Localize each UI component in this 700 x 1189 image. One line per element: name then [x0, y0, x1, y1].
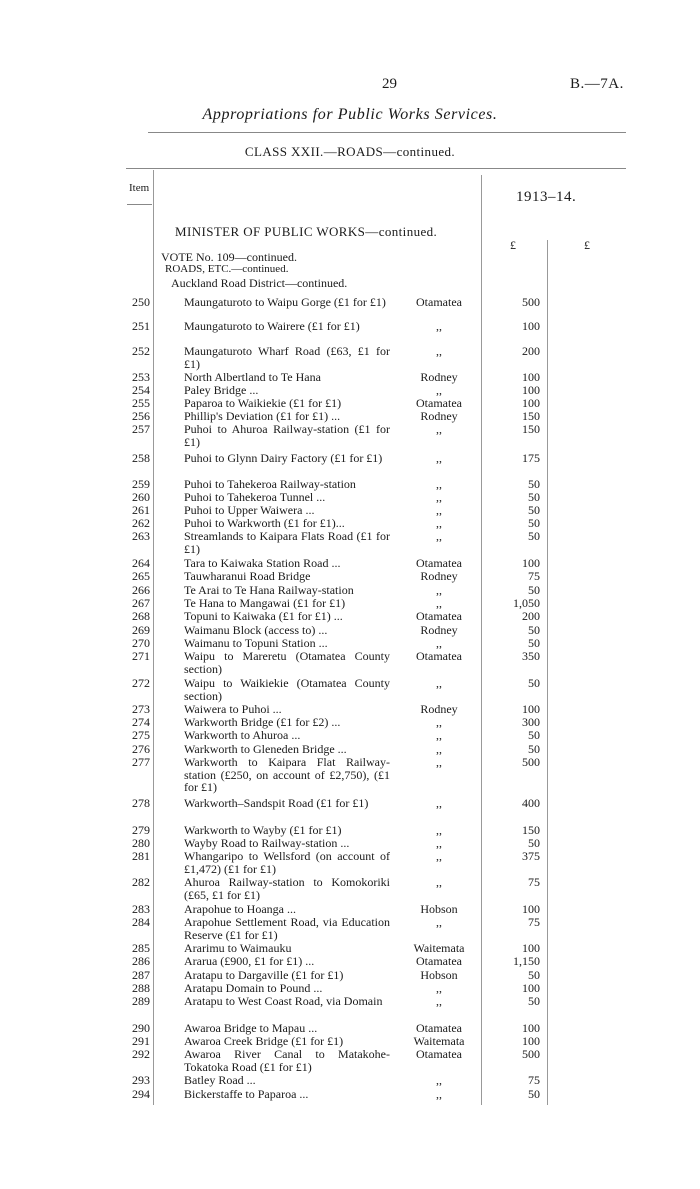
road-name: Whangaripo to Wellsford (on account of £1,472) (£1 for £1) — [184, 849, 390, 876]
county-name: Waitemata — [413, 941, 465, 955]
vote-heading: VOTE No. 109—continued. — [161, 250, 297, 264]
amount-value: 100 — [522, 981, 540, 995]
item-number: 265 — [132, 569, 150, 583]
item-number: 272 — [132, 676, 150, 690]
county-name: ,, — [436, 823, 442, 837]
class-title: CLASS XXII.—ROADS—continued. — [244, 144, 456, 159]
item-number: 277 — [132, 755, 150, 769]
county-name: ,, — [436, 490, 442, 504]
road-name: Arapohue to Hoanga ... — [184, 902, 296, 916]
road-name: Waipu to Mareretu (Otamatea County section) — [184, 649, 390, 676]
county-name: ,, — [436, 422, 442, 436]
amount-value: 150 — [522, 422, 540, 436]
road-name: Topuni to Kaiwaka (£1 for £1) ... — [184, 609, 343, 623]
item-number: 268 — [132, 609, 150, 623]
item-column-header: Item — [129, 182, 150, 194]
county-name: ,, — [436, 503, 442, 517]
county-name: ,, — [436, 728, 442, 742]
item-number: 294 — [132, 1087, 150, 1101]
county-name: ,, — [436, 583, 442, 597]
road-name: Batley Road ... — [184, 1073, 256, 1087]
amount-value: 100 — [522, 556, 540, 570]
item-number: 271 — [132, 649, 150, 663]
item-number: 275 — [132, 728, 150, 742]
amount-value: 1,150 — [513, 954, 540, 968]
minister-heading: MINISTER OF PUBLIC WORKS—continued. — [175, 224, 438, 239]
item-number: 288 — [132, 981, 150, 995]
road-name: Warkworth to Ahuroa ... — [184, 728, 301, 742]
item-number: 286 — [132, 954, 150, 968]
county-name: ,, — [436, 344, 442, 358]
road-name: Tara to Kaiwaka Station Road ... — [184, 556, 341, 570]
amount-value: 50 — [528, 529, 540, 543]
road-name: Warkworth to Wayby (£1 for £1) — [184, 823, 342, 837]
county-name: Rodney — [420, 702, 458, 716]
document-reference: B.—7A. — [570, 76, 624, 92]
county-name: ,, — [436, 529, 442, 543]
item-number: 276 — [132, 742, 150, 756]
pound-sign-column-1: £ — [510, 238, 516, 252]
item-number: 252 — [132, 344, 150, 358]
county-name: ,, — [436, 676, 442, 690]
road-name: Paparoa to Waikiekie (£1 for £1) — [184, 396, 342, 410]
item-number: 282 — [132, 875, 150, 889]
amount-value: 100 — [522, 383, 540, 397]
item-number: 261 — [132, 503, 150, 517]
year-header: 1913–14. — [516, 189, 577, 205]
road-name: Puhoi to Tahekeroa Tunnel ... — [184, 490, 326, 504]
county-name: ,, — [436, 796, 442, 810]
amount-value: 75 — [528, 569, 540, 583]
road-name: Warkworth Bridge (£1 for £2) ... — [184, 715, 341, 729]
amount-value: 150 — [522, 823, 540, 837]
county-name: ,, — [436, 319, 442, 333]
item-number: 287 — [132, 968, 150, 982]
amount-value: 50 — [528, 742, 540, 756]
item-number: 279 — [132, 823, 150, 837]
amount-value: 350 — [522, 649, 540, 663]
amount-value: 500 — [522, 295, 540, 309]
item-number: 283 — [132, 902, 150, 916]
amount-value: 200 — [522, 344, 540, 358]
amount-value: 100 — [522, 702, 540, 716]
road-name: Aratapu to Dargaville (£1 for £1) — [184, 968, 344, 982]
road-name: Wayby Road to Railway-station ... — [184, 836, 350, 850]
road-name: Streamlands to Kaipara Flats Road (£1 for £1) — [184, 529, 390, 556]
road-name: Puhoi to Warkworth (£1 for £1)... — [184, 516, 345, 530]
amount-value: 75 — [528, 875, 540, 889]
county-name: Rodney — [420, 370, 458, 384]
road-name: Maungaturoto to Waipu Gorge (£1 for £1) — [184, 295, 386, 309]
amount-value: 400 — [522, 796, 540, 810]
item-number: 280 — [132, 836, 150, 850]
county-name: Otamatea — [416, 556, 462, 570]
road-name: Puhoi to Ahuroa Railway-station (£1 for £1) — [184, 422, 390, 449]
road-name: Ahuroa Railway-station to Komokoriki (£65, £1 for £1) — [184, 875, 390, 902]
page-title: Appropriations for Public Works Services. — [202, 106, 498, 123]
county-name: ,, — [436, 1087, 442, 1101]
county-name: Hobson — [420, 968, 458, 982]
county-name: ,, — [436, 516, 442, 530]
item-number: 250 — [132, 295, 150, 309]
item-number: 266 — [132, 583, 150, 597]
road-name: Ararua (£900, £1 for £1) ... — [184, 954, 315, 968]
road-name: Te Hana to Mangawai (£1 for £1) — [184, 596, 346, 610]
amount-value: 50 — [528, 516, 540, 530]
county-name: Otamatea — [416, 1047, 462, 1061]
county-name: Otamatea — [416, 609, 462, 623]
road-name: Awaroa Creek Bridge (£1 for £1) — [184, 1034, 344, 1048]
road-name: Maungaturoto Wharf Road (£63, £1 for £1) — [184, 344, 390, 371]
road-name: Warkworth–Sandspit Road (£1 for £1) — [184, 796, 369, 810]
county-name: Rodney — [420, 623, 458, 637]
county-name: ,, — [436, 849, 442, 863]
amount-value: 100 — [522, 941, 540, 955]
road-name: Warkworth to Gleneden Bridge ... — [184, 742, 347, 756]
county-name: Rodney — [420, 409, 458, 423]
item-number: 263 — [132, 529, 150, 543]
road-name: Waimanu to Topuni Station ... — [184, 636, 328, 650]
county-name: ,, — [436, 742, 442, 756]
amount-value: 500 — [522, 755, 540, 769]
county-name: ,, — [436, 755, 442, 769]
county-name: ,, — [436, 636, 442, 650]
item-number: 264 — [132, 556, 150, 570]
county-name: ,, — [436, 451, 442, 465]
county-name: Hobson — [420, 902, 458, 916]
item-number: 290 — [132, 1021, 150, 1035]
item-number: 278 — [132, 796, 150, 810]
road-name: Phillip's Deviation (£1 for £1) ... — [184, 409, 341, 423]
item-number: 291 — [132, 1034, 150, 1048]
amount-value: 100 — [522, 370, 540, 384]
page-number: 29 — [382, 76, 397, 92]
amount-value: 50 — [528, 503, 540, 517]
county-name: ,, — [436, 875, 442, 889]
county-name: ,, — [436, 915, 442, 929]
road-name: Warkworth to Kaipara Flat Railway-station (£250, on account of £2,750), (£1 for £1) — [184, 755, 390, 794]
amount-value: 300 — [522, 715, 540, 729]
amount-value: 50 — [528, 583, 540, 597]
item-number: 289 — [132, 994, 150, 1008]
item-number: 258 — [132, 451, 150, 465]
amount-value: 50 — [528, 1087, 540, 1101]
road-name: Waimanu Block (access to) ... — [184, 623, 328, 637]
county-name: Otamatea — [416, 954, 462, 968]
item-number: 281 — [132, 849, 150, 863]
county-name: ,, — [436, 994, 442, 1008]
item-number: 251 — [132, 319, 150, 333]
amount-value: 50 — [528, 477, 540, 491]
item-number: 284 — [132, 915, 150, 929]
county-name: ,, — [436, 836, 442, 850]
county-name: ,, — [436, 383, 442, 397]
road-name: Awaroa River Canal to Matakohe-Tokatoka Road (£1 for £1) — [184, 1047, 390, 1074]
item-number: 293 — [132, 1073, 150, 1087]
item-number: 285 — [132, 941, 150, 955]
amount-value: 100 — [522, 902, 540, 916]
item-number: 253 — [132, 370, 150, 384]
road-name: Puhoi to Glynn Dairy Factory (£1 for £1) — [184, 451, 383, 465]
county-name: ,, — [436, 596, 442, 610]
amount-value: 100 — [522, 1034, 540, 1048]
district-subheading: Auckland Road District—continued. — [171, 276, 348, 290]
amount-value: 50 — [528, 836, 540, 850]
amount-value: 500 — [522, 1047, 540, 1061]
amount-value: 200 — [522, 609, 540, 623]
road-name: Awaroa Bridge to Mapau ... — [184, 1021, 318, 1035]
county-name: Waitemata — [413, 1034, 465, 1048]
road-name: North Albertland to Te Hana — [184, 370, 321, 384]
amount-value: 175 — [522, 451, 540, 465]
county-name: ,, — [436, 981, 442, 995]
amount-value: 50 — [528, 636, 540, 650]
item-number: 262 — [132, 516, 150, 530]
road-name: Puhoi to Upper Waiwera ... — [184, 503, 315, 517]
item-number: 269 — [132, 623, 150, 637]
item-number: 270 — [132, 636, 150, 650]
road-name: Maungaturoto to Wairere (£1 for £1) — [184, 319, 360, 333]
road-name: Te Arai to Te Hana Railway-station — [184, 583, 354, 597]
road-name: Aratapu Domain to Pound ... — [184, 981, 323, 995]
item-number: 274 — [132, 715, 150, 729]
road-name: Aratapu to West Coast Road, via Domain — [184, 994, 383, 1008]
amount-value: 75 — [528, 1073, 540, 1087]
road-name: Bickerstaffe to Paparoa ... — [184, 1087, 309, 1101]
item-number: 257 — [132, 422, 150, 436]
item-number: 256 — [132, 409, 150, 423]
amount-value: 50 — [528, 623, 540, 637]
county-name: ,, — [436, 477, 442, 491]
item-number: 255 — [132, 396, 150, 410]
amount-value: 50 — [528, 490, 540, 504]
item-number: 273 — [132, 702, 150, 716]
pound-sign-column-2: £ — [584, 238, 590, 252]
county-name: ,, — [436, 1073, 442, 1087]
item-number: 267 — [132, 596, 150, 610]
amount-value: 375 — [522, 849, 540, 863]
road-name: Arapohue Settlement Road, via Education Reserve (£1 for £1) — [184, 915, 390, 942]
amount-value: 50 — [528, 676, 540, 690]
item-number: 259 — [132, 477, 150, 491]
road-name: Puhoi to Tahekeroa Railway-station — [184, 477, 356, 491]
amount-value: 50 — [528, 994, 540, 1008]
roads-subheading: ROADS, ETC.—continued. — [165, 263, 289, 275]
county-name: Otamatea — [416, 396, 462, 410]
amount-value: 100 — [522, 1021, 540, 1035]
item-number: 292 — [132, 1047, 150, 1061]
county-name: Rodney — [420, 569, 458, 583]
road-name: Tauwharanui Road Bridge — [184, 569, 311, 583]
item-number: 260 — [132, 490, 150, 504]
road-name: Ararimu to Waimauku — [184, 941, 292, 955]
county-name: Otamatea — [416, 649, 462, 663]
road-name: Waiwera to Puhoi ... — [184, 702, 282, 716]
amount-value: 1,050 — [513, 596, 540, 610]
amount-value: 50 — [528, 728, 540, 742]
county-name: Otamatea — [416, 1021, 462, 1035]
item-number: 254 — [132, 383, 150, 397]
amount-value: 50 — [528, 968, 540, 982]
amount-value: 100 — [522, 319, 540, 333]
amount-value: 150 — [522, 409, 540, 423]
road-name: Paley Bridge ... — [184, 383, 259, 397]
road-name: Waipu to Waikiekie (Otamatea County section) — [184, 676, 390, 703]
amount-value: 75 — [528, 915, 540, 929]
amount-value: 100 — [522, 396, 540, 410]
county-name: ,, — [436, 715, 442, 729]
county-name: Otamatea — [416, 295, 462, 309]
